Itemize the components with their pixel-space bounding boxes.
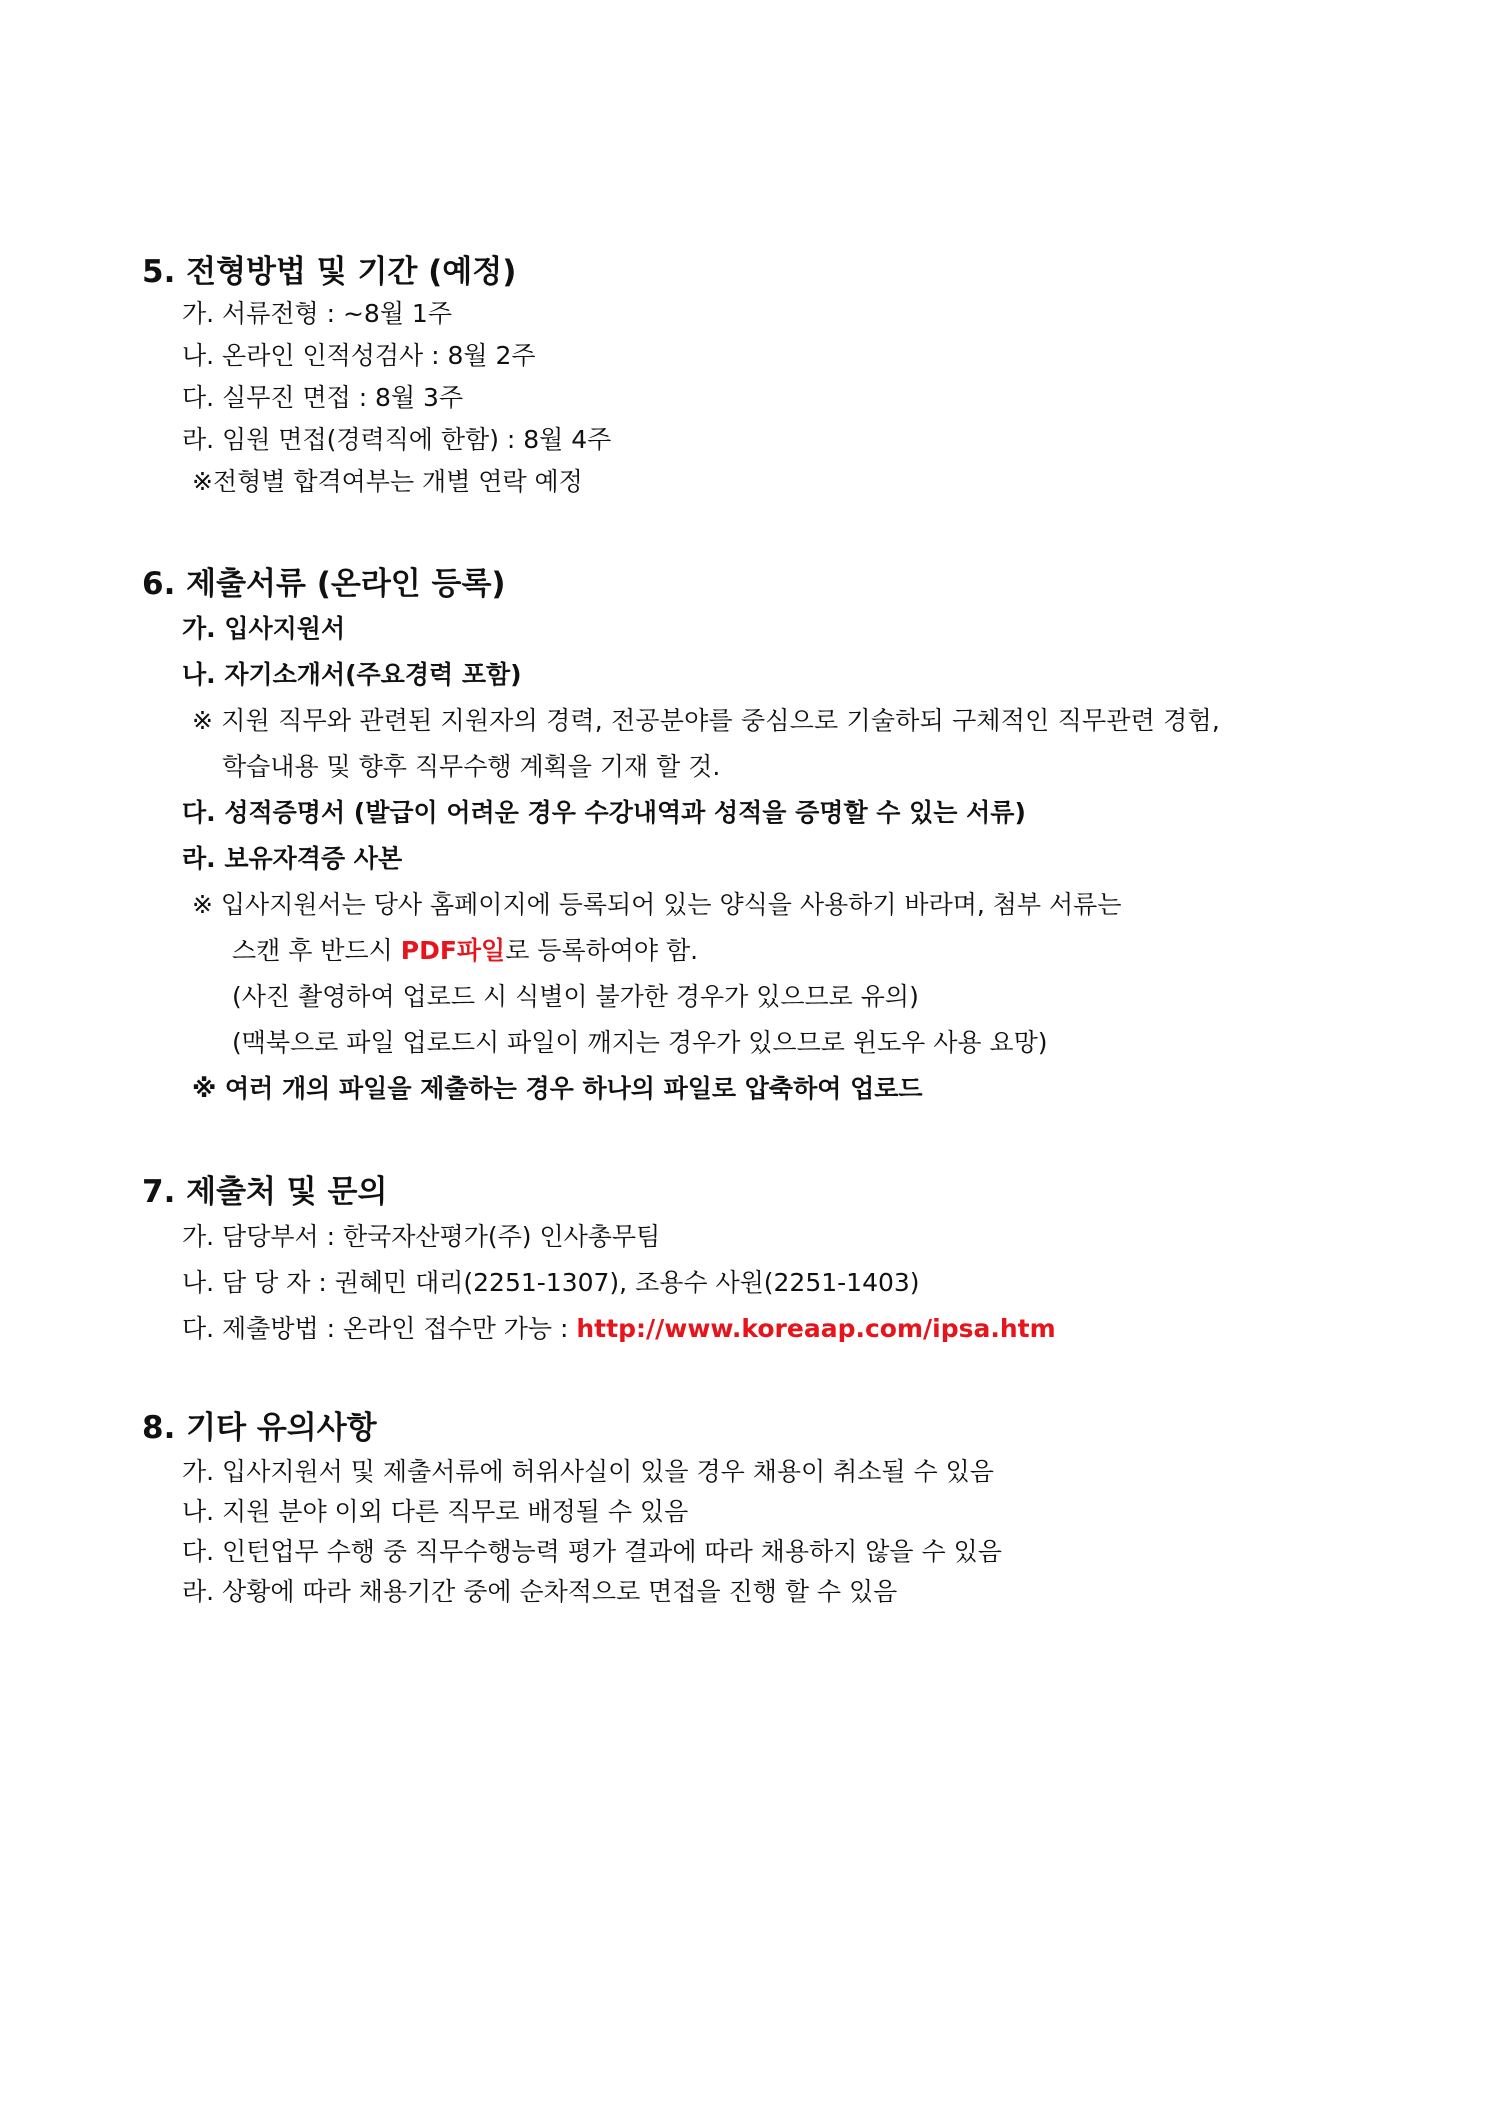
section-6-note-d-line2 bbox=[232, 938, 698, 963]
section-8-item-d: 라. 상황에 따라 채용기간 중에 순차적으로 면접을 진행 할 수 있음 bbox=[182, 1577, 898, 1606]
section-8-heading: 8. 기타 유의사항 bbox=[142, 1410, 377, 1446]
submission-method-label: 다. 제출방법 : 온라인 접수만 가능 : bbox=[182, 1314, 577, 1343]
section-8-item-a: 가. 입사지원서 및 제출서류에 허위사실이 있을 경우 채용이 취소될 수 있음 bbox=[182, 1457, 994, 1486]
section-5-item-b: 나. 온라인 인적성검사 : 8월 2주 bbox=[182, 341, 536, 370]
pdf-file-highlight: PDF파일 bbox=[400, 936, 506, 965]
section-6-heading: 6. 제출서류 (온라인 등록) bbox=[142, 566, 506, 602]
section-6-note-d-line4: (맥북으로 파일 업로드시 파일이 깨지는 경우가 있으므로 윈도우 사용 요망) bbox=[232, 1028, 1048, 1057]
section-6-item-d: 라. 보유자격증 사본 bbox=[182, 844, 403, 873]
application-link[interactable]: http://www.koreaap.com/ipsa.htm bbox=[576, 1314, 1056, 1343]
section-6-note-b-line1: ※ 지원 직무와 관련된 지원자의 경력, 전공분야를 중심으로 기술하되 구체적인 직무관련 경험, bbox=[192, 706, 1221, 735]
section-6-note-d-line1: ※ 입사지원서는 당사 홈페이지에 등록되어 있는 양식을 사용하기 바라며, 첨부 서류는 bbox=[192, 890, 1122, 919]
section-6-note-b-line2: 학습내용 및 향후 직무수행 계획을 기재 할 것. bbox=[222, 752, 721, 781]
section-6-item-b: 나. 자기소개서(주요경력 포함) bbox=[182, 660, 522, 689]
section-7-item-b: 나. 담 당 자 : 권혜민 대리(2251-1307), 조용수 사원(2251-1403) bbox=[182, 1268, 920, 1297]
section-5-item-c: 다. 실무진 면접 : 8월 3주 bbox=[182, 383, 464, 412]
note-d-line2-prefix: 스캔 후 반드시 bbox=[232, 936, 401, 965]
note-d-line2-suffix: 로 등록하여야 함. bbox=[505, 936, 699, 965]
section-8-item-c: 다. 인턴업무 수행 중 직무수행능력 평가 결과에 따라 채용하지 않을 수 있음 bbox=[182, 1537, 1002, 1566]
section-6-note-d-line3: (사진 촬영하여 업로드 시 식별이 불가한 경우가 있으므로 유의) bbox=[232, 982, 919, 1011]
section-7-item-c bbox=[182, 1316, 1056, 1341]
section-6-item-a: 가. 입사지원서 bbox=[182, 614, 346, 643]
section-5-item-a: 가. 서류전형 : ~8월 1주 bbox=[182, 299, 452, 328]
section-7-item-a: 가. 담당부서 : 한국자산평가(주) 인사총무팀 bbox=[182, 1222, 661, 1251]
section-7-heading: 7. 제출처 및 문의 bbox=[142, 1174, 388, 1210]
section-6-note-e: ※ 여러 개의 파일을 제출하는 경우 하나의 파일로 압축하여 업로드 bbox=[192, 1074, 923, 1103]
section-5-item-d: 라. 임원 면접(경력직에 한함) : 8월 4주 bbox=[182, 425, 612, 454]
section-5-heading: 5. 전형방법 및 기간 (예정) bbox=[142, 254, 517, 290]
section-5-note: ※전형별 합격여부는 개별 연락 예정 bbox=[192, 467, 583, 496]
section-6-item-c: 다. 성적증명서 (발급이 어려운 경우 수강내역과 성적을 증명할 수 있는 서류) bbox=[182, 798, 1026, 827]
section-8-item-b: 나. 지원 분야 이외 다른 직무로 배정될 수 있음 bbox=[182, 1497, 689, 1526]
